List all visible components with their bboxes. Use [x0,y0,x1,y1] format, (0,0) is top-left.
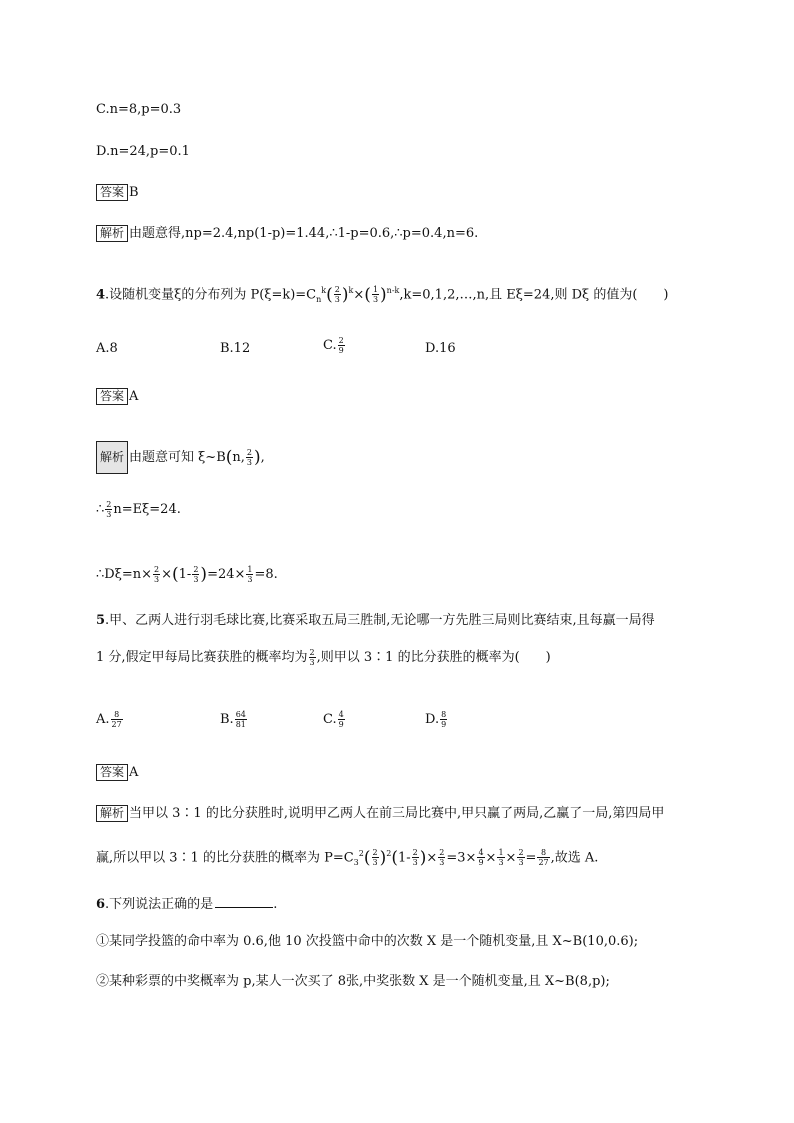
times: × [161,567,173,582]
comma: , [260,450,265,465]
choice-c: C. $\frac{4}{9}$ [323,710,344,729]
paren: ) [379,847,387,868]
question-6 [96,895,277,914]
choice-b: B. $\frac{64}{81}$ [220,710,246,729]
choice-c: C. $\frac{2}{9}$ [323,336,344,355]
exponent: k [348,286,354,295]
solution-line-text: 赢,所以甲以 3∶1 的比分获胜的概率为 P=C [96,850,354,866]
answer-value: A [129,765,139,780]
paren: ) [380,284,387,305]
fraction: $\frac{2}{3}$ [106,500,112,519]
n-comma: n, [232,450,245,465]
question-end: . [273,897,278,912]
solution-4 [96,441,265,474]
solution-5-line-2 [96,845,598,872]
fraction: $\frac{2}{3}$ [154,565,160,584]
fraction: $\frac{8}{9}$ [441,710,447,729]
fraction: $\frac{64}{81}$ [235,710,246,729]
paren: ( [326,284,333,305]
c-sup: k [321,286,327,295]
paren: ( [391,847,398,868]
solution-line-end: =8. [254,567,278,582]
question-4 [96,282,668,309]
solution-line-text: n=Eξ=24. [113,502,181,517]
one-minus: 1- [178,567,192,582]
paren: ) [341,284,349,305]
times: × [426,850,438,866]
equals: = [525,850,537,866]
fraction: $\frac{2}{9}$ [338,336,344,355]
fraction: $\frac{2}{3}$ [246,448,253,467]
exponent: 2 [386,849,392,858]
choice-b: B.12 [220,341,251,356]
solution-line-end: ,故选 A. [550,850,599,866]
answer-tag: 答案 [96,764,128,781]
answer-3 [96,184,139,202]
c-sub: 3 [353,857,359,867]
times: × [485,850,497,866]
question-number: 4 [96,287,106,303]
question-number: 5 [96,613,106,628]
one-minus: 1- [397,850,411,866]
fraction: $\frac{8}{27}$ [111,710,122,729]
fraction: $\frac{2}{3}$ [334,285,340,305]
answer-value: B [129,185,139,200]
solution-tag: 解析 [96,805,128,822]
choice-a: A.8 [96,341,118,356]
statement-2: ②某种彩票的中奖概率为 p,某人一次买了 8张,中奖张数 X 是一个随机变量,且 X~B(8,p); [96,974,610,989]
answer-blank[interactable] [215,895,273,908]
solution-5 [96,805,664,823]
times: × [505,850,517,866]
fraction: $\frac{2}{3}$ [372,848,378,868]
fraction: $\frac{2}{3}$ [412,848,418,868]
solution-tag: 解析 [96,225,128,242]
fraction: $\frac{1}{3}$ [247,565,253,584]
statement-1: ①某同学投篮的命中率为 0.6,他 10 次投篮中命中的次数 X 是一个随机变量,且 X~B(10,0.6); [96,934,639,949]
answer-tag: 答案 [96,388,128,405]
paren: ( [363,847,371,868]
answer-5 [96,764,138,782]
option-c: C.n=8,p=0.3 [96,102,182,117]
paren: ) [200,564,208,585]
solution-tag: 解析 [96,441,128,474]
paren: ) [254,447,261,468]
question-text-suffix: ,则甲以 3∶1 的比分获胜的概率为( ) [316,650,551,665]
fraction: $\frac{4}{9}$ [478,848,484,868]
option-d: D.n=24,p=0.1 [96,144,190,159]
fraction: $\frac{2}{3}$ [518,848,524,868]
question-text: .甲、乙两人进行羽毛球比赛,比赛采取五局三胜制,无论哪一方先胜三局则比赛结束,且每赢一局得 [105,613,655,628]
answer-4 [96,388,138,406]
paren: ( [364,284,371,305]
choice-d: D.16 [425,341,456,356]
times: × [353,287,365,303]
solution-line-text: ∴Dξ=n× [96,567,153,582]
solution-text: 当甲以 3∶1 的比分获胜时,说明甲乙两人在前三局比赛中,甲只赢了两局,乙赢了一局,第四局甲 [129,806,665,821]
question-text: 1 分,假定甲每局比赛获胜的概率均为 [96,650,308,665]
solution-4-line-3 [96,565,278,584]
question-5 [96,612,655,630]
choice-a: A. $\frac{8}{27}$ [96,710,122,729]
question-5-line-2 [96,648,551,667]
fraction: $\frac{8}{27}$ [538,848,549,868]
answer-tag: 答案 [96,184,128,201]
answer-value: A [129,389,139,404]
fraction: $\frac{2}{3}$ [309,648,315,667]
question-text: .下列说法正确的是 [105,897,214,912]
choice-d: D. $\frac{8}{9}$ [425,710,447,729]
question-text: .设随机变量ξ的分布列为 P(ξ=k)=C [105,287,317,303]
fraction: $\frac{4}{9}$ [338,710,344,729]
paren: ) [419,847,427,868]
c-sup: 2 [358,849,364,858]
solution-line-text: =24× [207,567,246,582]
c-sub: n [316,294,322,304]
solution-text: 由题意得,np=2.4,np(1-p)=1.44,∴1-p=0.6,∴p=0.4,n=6. [129,226,479,241]
paren: ( [225,447,233,468]
question-text-suffix: ,k=0,1,2,…,n,且 Eξ=24,则 Dξ 的值为( ) [399,287,669,303]
solution-4-line-2 [96,500,181,519]
fraction: $\frac{2}{3}$ [439,848,445,868]
solution-3 [96,225,478,243]
fraction: $\frac{2}{3}$ [193,565,199,584]
eq3x: =3× [446,850,477,866]
exponent: n-k [386,286,400,295]
question-number: 6 [96,897,106,912]
therefore: ∴ [96,502,105,517]
fraction: $\frac{1}{3}$ [498,848,504,868]
fraction: $\frac{1}{3}$ [372,285,379,305]
solution-text: 由题意可知 ξ~B [129,450,226,465]
paren: ( [172,564,179,585]
